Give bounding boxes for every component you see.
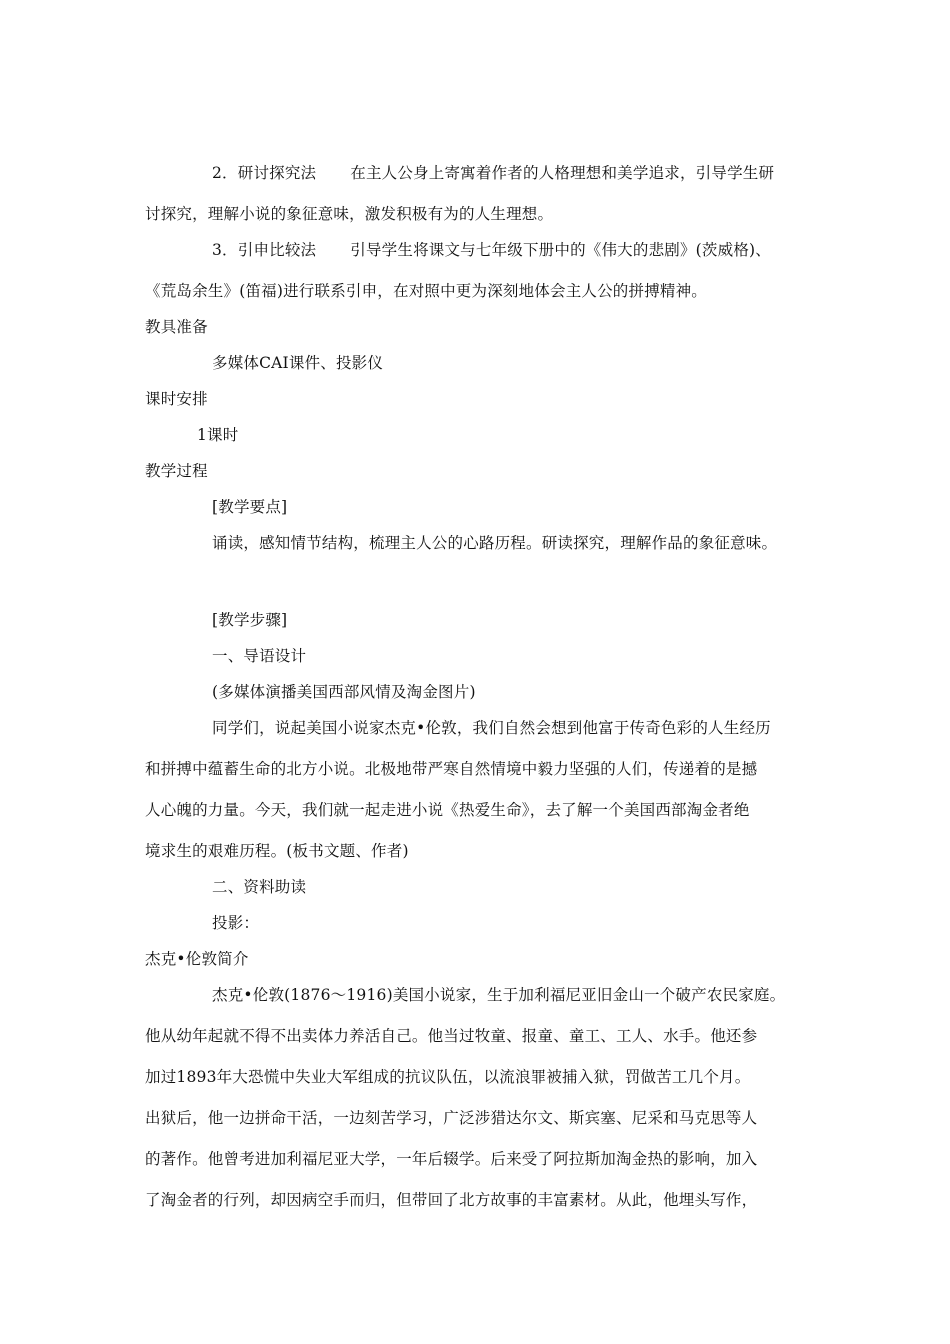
bio-line-5: 的著作。他曾考进加利福尼亚大学，一年后辍学。后来受了阿拉斯加淘金热的影响，加入 [145, 1150, 758, 1168]
step1-heading: 一、导语设计 [212, 647, 307, 665]
tools-heading: 教具准备 [145, 318, 208, 336]
bio-line-3: 加过1893年大恐慌中失业大军组成的抗议队伍，以流浪罪被捕入狱，罚做苦工几个月。 [145, 1068, 751, 1086]
step1-note: (多媒体演播美国西部风情及淘金图片) [212, 683, 476, 701]
key-points-label: [教学要点] [212, 498, 288, 516]
schedule-text: 1课时 [197, 426, 239, 444]
intro-line-3: 人心魄的力量。今天，我们就一起走进小说《热爱生命》，去了解一个美国西部淘金者绝 [145, 801, 750, 819]
step2-heading: 二、资料助读 [212, 878, 307, 896]
method2-line-2: 讨探究，理解小说的象征意味，激发积极有为的人生理想。 [145, 205, 554, 223]
bio-line-2: 他从幼年起就不得不出卖体力养活自己。他当过牧童、报童、童工、工人、水手。他还参 [145, 1027, 758, 1045]
bio-line-4: 出狱后，他一边拼命干活，一边刻苦学习，广泛涉猎达尔文、斯宾塞、尼采和马克思等人 [145, 1109, 758, 1127]
method2-line-1 [212, 163, 774, 183]
bio-line-1: 杰克•伦敦(1876～1916)美国小说家，生于加利福尼亚旧金山一个破产农民家庭。 [212, 986, 786, 1004]
bio-line-6: 了淘金者的行列，却因病空手而归，但带回了北方故事的丰富素材。从此，他埋头写作， [145, 1191, 758, 1209]
method2-label: 2．研讨探究法 [212, 164, 317, 182]
projection-label: 投影： [212, 914, 260, 932]
tools-text: 多媒体CAI课件、投影仪 [212, 354, 384, 372]
intro-line-1: 同学们，说起美国小说家杰克•伦敦，我们自然会想到他富于传奇色彩的人生经历 [212, 719, 771, 737]
schedule-heading: 课时安排 [145, 390, 208, 408]
key-points-text: 诵读，感知情节结构，梳理主人公的心路历程。研读探究，理解作品的象征意味。 [212, 534, 778, 552]
method3-label: 3．引申比较法 [212, 241, 317, 259]
intro-line-4: 境求生的艰难历程。(板书文题、作者) [145, 842, 409, 860]
method3-line-2: 《荒岛余生》(笛福)进行联系引申，在对照中更为深刻地体会主人公的拼搏精神。 [145, 282, 707, 300]
method2-text-a: 在主人公身上寄寓着作者的人格理想和美学追求，引导学生研 [350, 164, 775, 182]
method3-line-1 [212, 240, 771, 260]
method3-text-a: 引导学生将课文与七年级下册中的《伟大的悲剧》(茨威格)、 [350, 241, 771, 259]
intro-line-2: 和拼搏中蕴蓄生命的北方小说。北极地带严寒自然情境中毅力坚强的人们，传递着的是撼 [145, 760, 758, 778]
steps-label: [教学步骤] [212, 611, 288, 629]
bio-heading: 杰克•伦敦简介 [145, 950, 249, 968]
process-heading: 教学过程 [145, 462, 208, 480]
